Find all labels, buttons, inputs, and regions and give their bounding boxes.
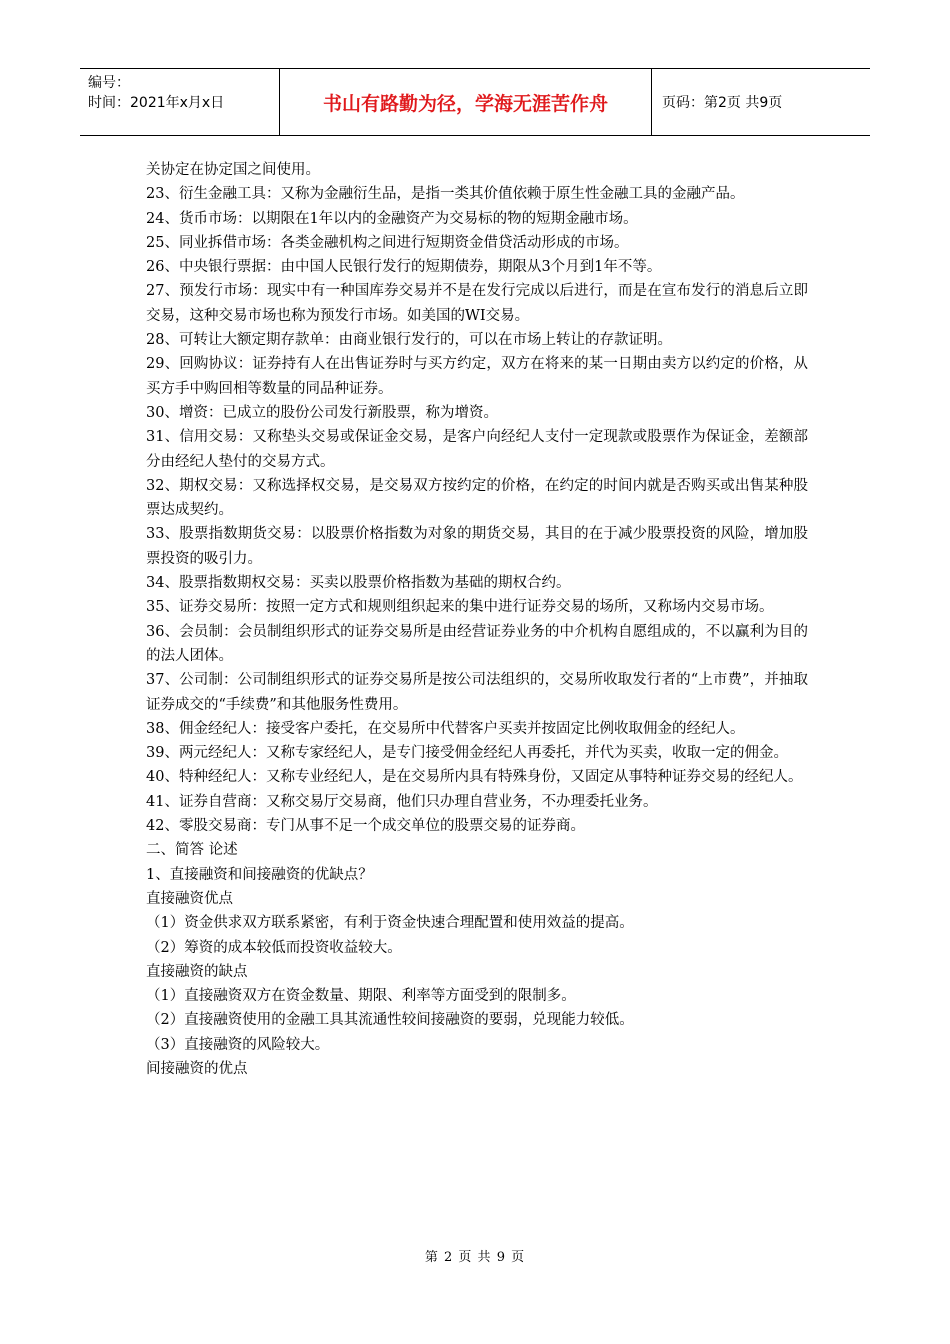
paragraph: 23、衍生金融工具：又称为金融衍生品，是指一类其价值依赖于原生性金融工具的金融产品。 [146, 186, 745, 203]
paragraph: 32、期权交易：又称选择权交易，是交易双方按约定的价格，在约定的时间内就是否购买或出售某种股票达成契约。 [146, 477, 808, 519]
page-footer: 第 2 页 共 9 页 [424, 1250, 526, 1265]
paragraph: 34、股票指数期权交易：买卖以股票价格指数为基础的期权合约。 [146, 575, 571, 592]
paragraph: 25、同业拆借市场：各类金融机构之间进行短期资金借贷活动形成的市场。 [146, 234, 629, 251]
paragraph: 31、信用交易：又称垫头交易或保证金交易，是客户向经纪人支付一定现款或股票作为保证金，差额部分由经纪人垫付的交易方式。 [146, 429, 808, 470]
subheading: 间接融资的优点 [146, 1060, 248, 1077]
paragraph: 26、中央银行票据：由中国人民银行发行的短期债券，期限从3个月到1年不等。 [146, 259, 662, 276]
page-header [80, 68, 870, 136]
list-item: （3）直接融资的风险较大。 [146, 1036, 330, 1053]
paragraph: 39、两元经纪人：又称专家经纪人，是专门接受佣金经纪人再委托，并代为买卖，收取一定的佣金。 [146, 745, 788, 762]
list-item: （1）资金供求双方联系紧密，有利于资金快速合理配置和使用效益的提高。 [146, 915, 634, 932]
list-item: （1）直接融资双方在资金数量、期限、利率等方面受到的限制多。 [146, 988, 576, 1005]
paragraph: 关协定在协定国之间使用。 [146, 162, 320, 178]
paragraph: 42、零股交易商：专门从事不足一个成交单位的股票交易的证券商。 [146, 818, 585, 835]
section-heading: 二、简答 论述 [146, 842, 238, 859]
paragraph: 33、股票指数期货交易：以股票价格指数为对象的期货交易，其目的在于减少股票投资的风险，增加股票投资的吸引力。 [146, 526, 808, 567]
subheading: 直接融资优点 [146, 890, 233, 907]
document-body [146, 158, 808, 1081]
header-meta [80, 69, 280, 135]
paragraph: 36、会员制：会员制组织形式的证券交易所是由经营证券业务的中介机构自愿组成的，不以赢利为目的的法人团体。 [146, 623, 808, 664]
paragraph: 41、证券自营商：又称交易厅交易商，他们只办理自营业务，不办理委托业务。 [146, 793, 658, 810]
question: 1、直接融资和间接融资的优缺点？ [146, 866, 373, 883]
header-motto: 书山有路勤为径，学海无涯苦作舟 [280, 69, 652, 135]
time-label: 时间：2021年x月x日 [88, 95, 225, 111]
subheading: 直接融资的缺点 [146, 963, 248, 980]
page-indicator: 页码：第2页 共9页 [662, 95, 783, 111]
paragraph: 24、货币市场：以期限在1年以内的金融资产为交易标的物的短期金融市场。 [146, 210, 638, 227]
paragraph: 40、特种经纪人：又称专业经纪人，是在交易所内具有特殊身份，又固定从事特种证券交易的经纪人。 [146, 769, 803, 786]
paragraph: 27、预发行市场：现实中有一种国库券交易并不是在发行完成以后进行，而是在宣布发行的消息后立即交易，这种交易市场也称为预发行市场。如美国的WI交易。 [146, 283, 808, 324]
paragraph: 38、佣金经纪人：接受客户委托，在交易所中代替客户买卖并按固定比例收取佣金的经纪人。 [146, 720, 745, 737]
paragraph: 29、回购协议：证券持有人在出售证券时与买方约定，双方在将来的某一日期由卖方以约定的价格，从买方手中购回相等数量的同品种证券。 [146, 356, 808, 397]
list-item: （2）直接融资使用的金融工具其流通性较间接融资的要弱，兑现能力较低。 [146, 1012, 634, 1029]
paragraph: 28、可转让大额定期存款单：由商业银行发行的，可以在市场上转让的存款证明。 [146, 332, 672, 349]
list-item: （2）筹资的成本较低而投资收益较大。 [146, 939, 402, 956]
number-label: 编号： [88, 75, 130, 91]
paragraph: 37、公司制：公司制组织形式的证券交易所是按公司法组织的，交易所收取发行者的“上市费”，并抽取证券成交的“手续费”和其他服务性费用。 [146, 672, 808, 713]
paragraph: 35、证券交易所：按照一定方式和规则组织起来的集中进行证券交易的场所，又称场内交易市场。 [146, 599, 774, 616]
paragraph: 30、增资：已成立的股份公司发行新股票，称为增资。 [146, 404, 498, 421]
